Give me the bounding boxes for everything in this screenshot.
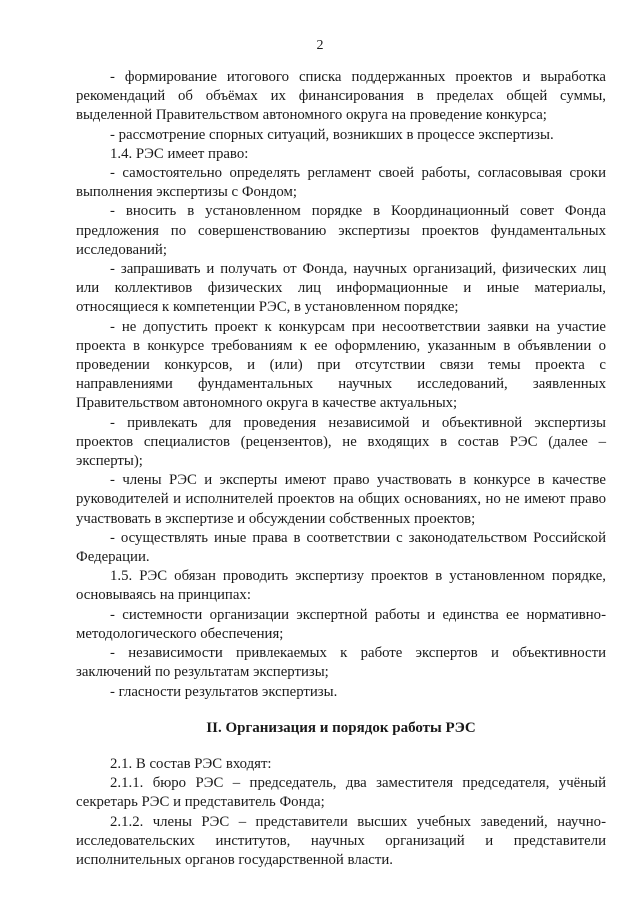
paragraph: - не допустить проект к конкурсам при несоответствии заявки на участие проекта в конкурсе требованиям к ее оформлению, указанным в объявлении о проведении конкурсов, и (или) при отсутствии связи темы проекта с направлениями фундаментальных научных исследований, заявленных Правительством автономного округа в качестве актуальных; (76, 318, 606, 412)
paragraph: - вносить в установленном порядке в Координационный совет Фонда предложения по совершенствованию экспертизы проектов фундаментальных исследований; (76, 203, 606, 258)
paragraph: 2.1.2. члены РЭС – представители высших учебных заведений, научно-исследовательских институтов, научных организаций и представители исполнительных органов государственной власти. (76, 813, 606, 868)
paragraph: - рассмотрение спорных ситуаций, возникших в процессе экспертизы. (110, 126, 554, 143)
paragraph: 1.5. РЭС обязан проводить экспертизу проектов в установленном порядке, основываясь на принципах: (76, 568, 606, 604)
paragraph: - привлекать для проведения независимой и объективной экспертизы проектов специалистов (рецензентов), не входящих в состав РЭС (далее – эксперты); (76, 414, 606, 470)
document-body (76, 68, 606, 870)
section-heading: II. Организация и порядок работы РЭС (206, 719, 476, 736)
paragraph: - члены РЭС и эксперты имеют право участвовать в конкурсе в качестве руководителей и исполнителей проектов на общих основаниях, но не имеют право участвовать в экспертизе и обсуждении собственных проектов; (76, 472, 606, 527)
paragraph: - формирование итогового списка поддержанных проектов и выработка рекомендаций об объёмах их финансирования в пределах общей суммы, выделенной Правительством автономного округа на проведение конкурса; (76, 69, 606, 124)
paragraph: - гласности результатов экспертизы. (110, 683, 338, 700)
paragraph: - независимости привлекаемых к работе экспертов и объективности заключений по результатам экспертизы; (76, 645, 606, 681)
paragraph: - самостоятельно определять регламент своей работы, согласовывая сроки выполнения экспертизы с Фондом; (76, 165, 606, 201)
paragraph: - запрашивать и получать от Фонда, научных организаций, физических лиц или коллективов физических лиц информационные и иные материалы, относящиеся к компетенции РЭС, в установленном порядке; (76, 261, 606, 316)
page-number: 2 (316, 38, 324, 53)
paragraph: 2.1. В состав РЭС входят: (110, 755, 272, 772)
paragraph: 2.1.1. бюро РЭС – председатель, два заместителя председателя, учёный секретарь РЭС и представитель Фонда; (76, 775, 606, 811)
paragraph: - осуществлять иные права в соответствии с законодательством Российской Федерации. (76, 529, 606, 566)
paragraph: 1.4. РЭС имеет право: (110, 145, 249, 162)
paragraph: - системности организации экспертной работы и единства ее нормативно-методологического обеспечения; (76, 606, 606, 642)
